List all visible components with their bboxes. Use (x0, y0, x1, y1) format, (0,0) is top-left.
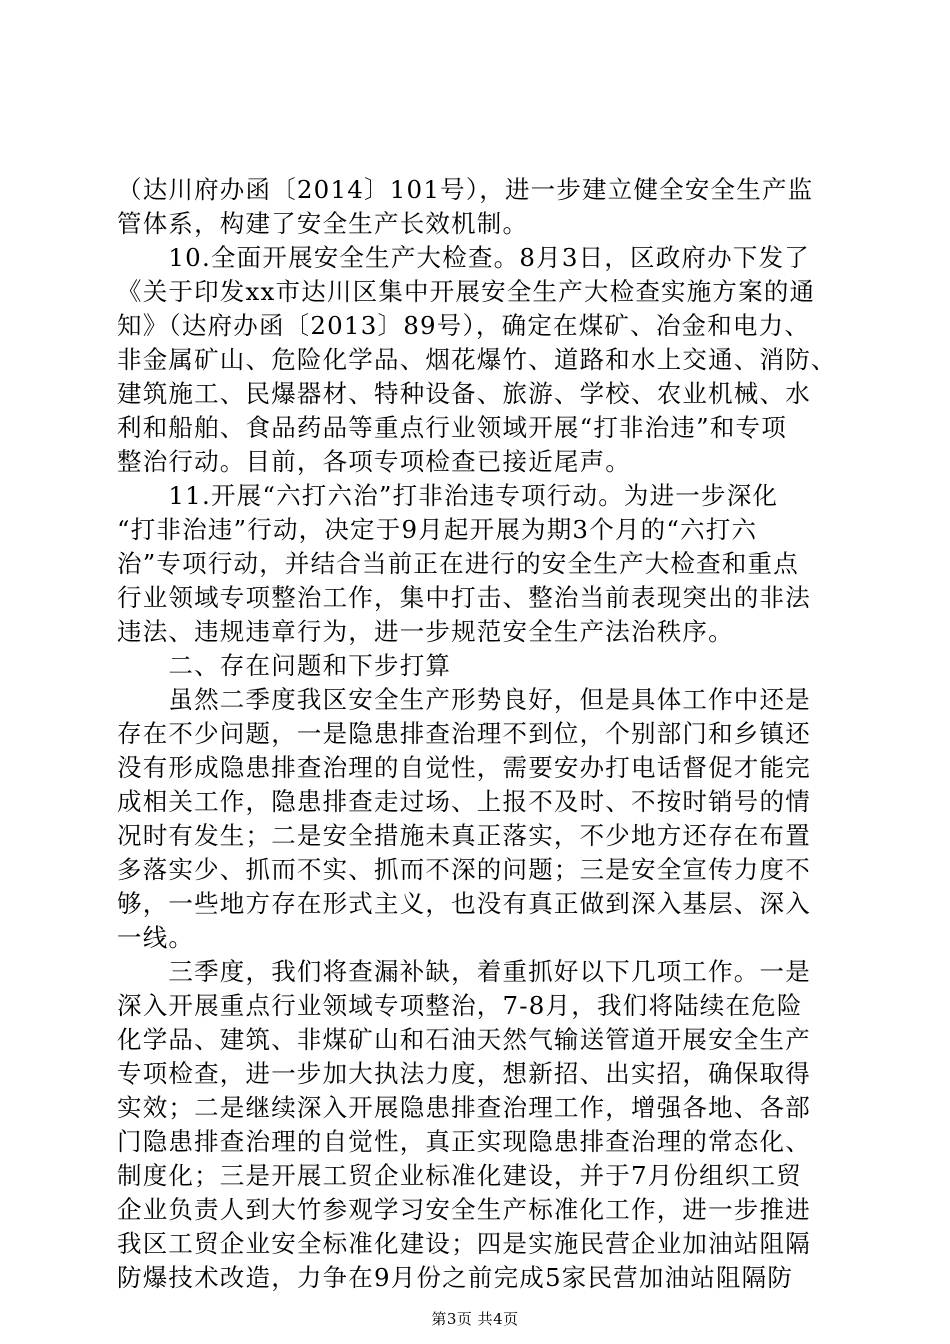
text-line: 制度化；三是开展工贸企业标准化建设，并于7月份组织工贸 (117, 1161, 802, 1190)
text-line: 没有形成隐患排查治理的自觉性，需要安办打电话督促才能完 (117, 753, 811, 782)
text-line: 一线。 (117, 923, 195, 952)
text-line: 治”专项行动，并结合当前正在进行的安全生产大检查和重点 (117, 549, 799, 578)
text-line: 利和船舶、食品药品等重点行业领域开展“打非治违”和专项 (117, 413, 787, 442)
text-line: 存在不少问题，一是隐患排查治理不到位，个别部门和乡镇还 (117, 719, 811, 748)
text-line: 够，一些地方存在形式主义，也没有真正做到深入基层、深入 (117, 889, 811, 918)
text-line: 11.开展“六打六治”打非治违专项行动。为进一步深化 (117, 481, 779, 510)
text-line: 《关于印发xx市达川区集中开展安全生产大检查实施方案的通 (117, 277, 816, 306)
text-line: （达川府办函〔2014〕101号），进一步建立健全安全生产监 (117, 175, 814, 204)
text-line: 三季度，我们将查漏补缺，着重抓好以下几项工作。一是 (117, 957, 811, 986)
text-line: 实效；二是继续深入开展隐患排查治理工作，增强各地、各部 (117, 1093, 811, 1122)
text-line: 深入开展重点行业领域专项整治，7-8月，我们将陆续在危险 (117, 991, 803, 1020)
text-line: 整治行动。目前，各项专项检查已接近尾声。 (117, 447, 631, 476)
text-line: 专项检查，进一步加大执法力度，想新招、出实招，确保取得 (117, 1059, 811, 1088)
text-line: 知》（达府办函〔2013〕89号），确定在煤矿、冶金和电力、 (117, 311, 811, 340)
text-line: 违法、违规违章行为，进一步规范安全生产法治秩序。 (117, 617, 734, 646)
page-footer: 第3页 共4页 (431, 1310, 519, 1328)
text-line: 我区工贸企业安全标准化建设；四是实施民营企业加油站阻隔 (117, 1229, 811, 1258)
text-line: 建筑施工、民爆器材、特种设备、旅游、学校、农业机械、水 (117, 379, 811, 408)
text-line: 非金属矿山、危险化学品、烟花爆竹、道路和水上交通、消防、 (117, 345, 837, 374)
text-line: 防爆技术改造，力争在9月份之前完成5家民营加油站阻隔防 (117, 1263, 794, 1292)
text-line: 10.全面开展安全生产大检查。8月3日，区政府办下发了 (117, 243, 810, 272)
text-line: 行业领域专项整治工作，集中打击、整治当前表现突出的非法 (117, 583, 811, 612)
text-line: 企业负责人到大竹参观学习安全生产标准化工作，进一步推进 (117, 1195, 811, 1224)
text-line: 多落实少、抓而不实、抓而不深的问题；三是安全宣传力度不 (117, 855, 811, 884)
text-line: “打非治违”行动，决定于9月起开展为期3个月的“六打六 (117, 515, 758, 544)
text-line: 况时有发生；二是安全措施未真正落实，不少地方还存在布置 (117, 821, 811, 850)
text-line: 门隐患排查治理的自觉性，真正实现隐患排查治理的常态化、 (117, 1127, 811, 1156)
section-heading: 二、存在问题和下步打算 (117, 651, 452, 680)
text-line: 化学品、建筑、非煤矿山和石油天然气输送管道开展安全生产 (117, 1025, 811, 1054)
text-line: 虽然二季度我区安全生产形势良好，但是具体工作中还是 (117, 685, 811, 714)
text-line: 管体系，构建了安全生产长效机制。 (117, 209, 529, 238)
text-line: 成相关工作，隐患排查走过场、上报不及时、不按时销号的情 (117, 787, 811, 816)
